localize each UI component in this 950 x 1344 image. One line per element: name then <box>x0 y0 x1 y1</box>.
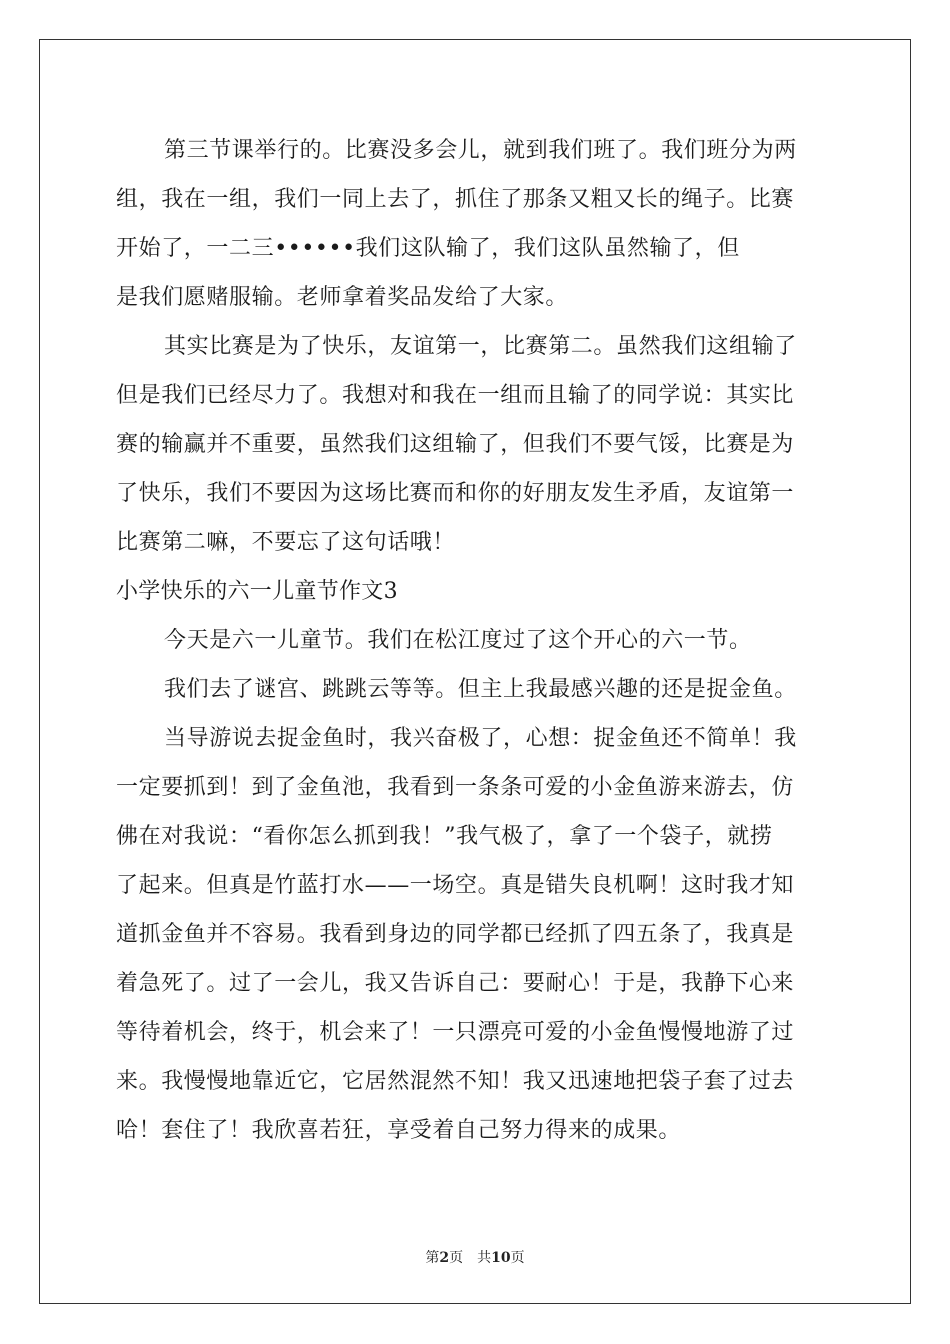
text-line: 是我们愿赌服输。老师拿着奖品发给了大家。 <box>116 285 569 310</box>
text-line: 佛在对我说：“看你怎么抓到我！”我气极了，拿了一个袋子，就捞 <box>116 824 773 849</box>
text-line: 等待着机会，终于，机会来了！一只漂亮可爱的小金鱼慢慢地游了过 <box>116 1020 795 1045</box>
footer-page-suffix: 页 <box>449 1250 464 1266</box>
text-line: 哈！套住了！我欣喜若狂，享受着自己努力得来的成果。 <box>116 1118 682 1143</box>
footer-total-suffix: 页 <box>510 1250 525 1266</box>
text-line: 来。我慢慢地靠近它，它居然混然不知！我又迅速地把袋子套了过去 <box>116 1069 795 1094</box>
page-footer <box>0 1247 950 1267</box>
text-line: 比赛第二嘛，不要忘了这句话哦！ <box>116 530 456 555</box>
text-line: 组，我在一组，我们一同上去了，抓住了那条又粗又长的绳子。比赛 <box>116 187 795 212</box>
text-line: 今天是六一儿童节。我们在松江度过了这个开心的六一节。 <box>164 628 752 653</box>
text-line: 但是我们已经尽力了。我想对和我在一组而且输了的同学说：其实比 <box>116 383 795 408</box>
footer-total-pages: 10 <box>491 1250 511 1266</box>
text-line: 着急死了。过了一会儿，我又告诉自己：要耐心！于是，我静下心来 <box>116 971 795 996</box>
text-line: 第三节课举行的。比赛没多会儿，就到我们班了。我们班分为两 <box>164 138 797 163</box>
text-line: 其实比赛是为了快乐，友谊第一，比赛第二。虽然我们这组输了 <box>164 334 797 359</box>
footer-page-prefix: 第 <box>425 1250 440 1266</box>
text-line: 一定要抓到！到了金鱼池，我看到一条条可爱的小金鱼游来游去，仿 <box>116 775 795 800</box>
text-line: 我们去了谜宫、跳跳云等等。但主上我最感兴趣的还是捉金鱼。 <box>164 677 797 702</box>
text-line: 赛的输赢并不重要，虽然我们这组输了，但我们不要气馁，比赛是为 <box>116 432 795 457</box>
text-line: 了起来。但真是竹蓝打水——一场空。真是错失良机啊！这时我才知 <box>116 873 795 898</box>
footer-current-page: 2 <box>439 1250 450 1266</box>
footer-total-prefix: 共 <box>477 1250 492 1266</box>
text-line: 了快乐，我们不要因为这场比赛而和你的好朋友发生矛盾，友谊第一 <box>116 481 795 506</box>
section-heading: 小学快乐的六一儿童节作文3 <box>116 579 398 604</box>
text-line: 开始了，一二三••••••我们这队输了，我们这队虽然输了，但 <box>116 236 740 261</box>
document-body <box>116 126 836 1155</box>
text-line: 当导游说去捉金鱼时，我兴奋极了，心想：捉金鱼还不简单！我 <box>164 726 797 751</box>
text-line: 道抓金鱼并不容易。我看到身边的同学都已经抓了四五条了，我真是 <box>116 922 795 947</box>
